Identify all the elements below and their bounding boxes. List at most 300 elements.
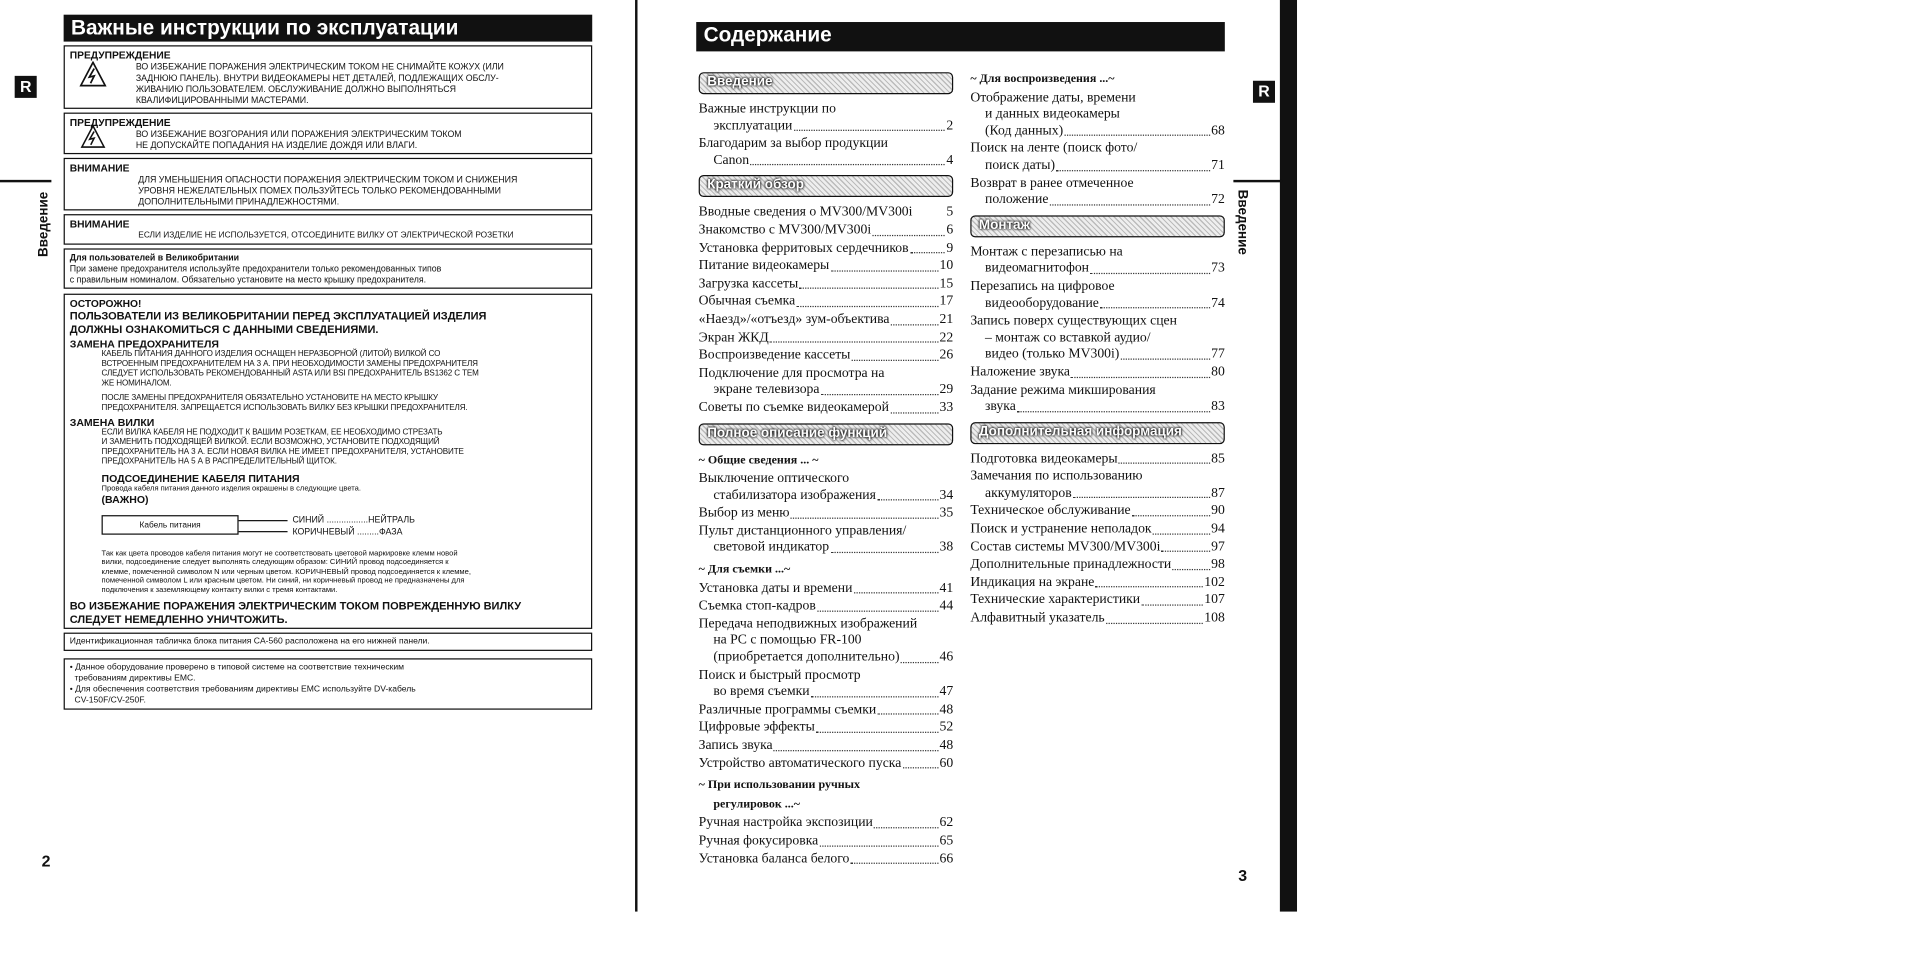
warning-line: ЖИВАНИЮ ПОЛЬЗОВАТЕЛЕМ. ОБСЛУЖИВАНИЕ ДОЛЖНО ВЫПОЛНЯТЬСЯ [135, 83, 456, 95]
toc-subheading: ~ Общие сведения ... ~ [698, 453, 819, 467]
toc-entry[interactable] [699, 720, 954, 737]
attention-box-2 [64, 214, 593, 245]
toc-dot-leader [819, 833, 938, 846]
toc-subheading: ~ Для воспроизведения ...~ [970, 72, 1115, 86]
attention-line: УРОВНЯ НЕЖЕЛАТЕЛЬНЫХ ПОМЕХ ПОЛЬЗУЙТЕСЬ ТОЛЬКО РЕКОМЕНДОВАННЫМИ [138, 184, 501, 196]
cable-label: Кабель питания [102, 515, 239, 535]
toc-entry-title: Состав системы MV300/MV300i [970, 539, 1161, 554]
right-side-label: Введение [1234, 189, 1250, 255]
toc-entry[interactable] [699, 366, 954, 399]
toc-entry[interactable] [699, 330, 954, 347]
toc-entry[interactable] [970, 90, 1225, 140]
cable-diagram [102, 510, 587, 542]
toc-dot-leader [1100, 296, 1210, 309]
uk-users-heading: Для пользователей в Великобритании [69, 252, 240, 264]
toc-entry[interactable] [699, 312, 954, 329]
toc-page-number: 65 [939, 833, 954, 848]
toc-dot-leader [914, 205, 945, 218]
toc-page-number: 73 [1211, 261, 1225, 276]
electric-shock-warning-icon [80, 61, 107, 88]
fuse-text-2 [70, 394, 586, 414]
toc-dot-leader [821, 382, 939, 395]
toc-entry-title: Советы по съемке видеокамерой [698, 400, 889, 415]
toc-entry[interactable] [699, 524, 954, 557]
toc-page-number: 90 [1211, 503, 1225, 519]
wire-2-label: КОРИЧНЕВЫЙ .........ФАЗА [292, 525, 403, 537]
toc-entry-title: Монтаж с перезаписью на [970, 244, 1123, 260]
toc-column-1 [699, 66, 954, 869]
toc-subheading: ~ Для съемки ...~ [698, 562, 791, 577]
toc-dot-leader [816, 720, 938, 733]
emc-line: • Для обеспечения соответствия требованиям директивы EMC используйте DV-кабель [69, 685, 416, 694]
toc-page-number: 33 [939, 400, 954, 415]
toc-entry-title: Подключение для просмотра на [698, 365, 885, 381]
toc-entry[interactable] [699, 294, 954, 311]
wire-paragraph-line: клемме, помеченной символом N или черным цветом. КОРИЧНЕВЫЙ провод подсоединяется к клемме, [101, 567, 471, 576]
toc-entry-title: во время съемки [713, 684, 810, 699]
toc-entry[interactable] [970, 593, 1225, 610]
toc-subheading: ~ При использовании ручных [698, 778, 860, 792]
toc-section-title: Монтаж [978, 217, 1031, 233]
fuse-text [70, 350, 586, 389]
toc-page-number: 85 [1211, 451, 1225, 466]
fuse-heading: ЗАМЕНА ПРЕДОХРАНИТЕЛЯ [69, 337, 219, 350]
toc-entry[interactable] [970, 176, 1225, 209]
emc-line: CV-150F/CV-250F. [69, 696, 146, 705]
toc-entry-title: Индикация на экране [970, 574, 1095, 590]
toc-entry-title: положение [984, 192, 1049, 207]
caution-box [64, 294, 593, 629]
toc-entry-title: Различные программы съемки [698, 702, 877, 717]
toc-dot-leader [1056, 158, 1210, 171]
wire-2-name: ФАЗА [379, 525, 403, 537]
warning-text-2 [70, 128, 586, 150]
toc-entry-title: Загрузка кассеты [698, 276, 799, 291]
toc-entry[interactable] [699, 348, 954, 365]
attention-line: ДОПОЛНИТЕЛЬНЫМИ ПРИНАДЛЕЖНОСТЯМИ. [138, 195, 340, 207]
plug-line: ПРЕДОХРАНИТЕЛЬ НА 5 А В РАСПРЕДЕЛИТЕЛЬНЫЙ ЩИТОК. [101, 457, 337, 467]
toc-page-number: 2 [946, 118, 954, 133]
toc-entry-title: Пульт дистанционного управления/ [698, 523, 907, 539]
toc-page-number: 80 [1211, 364, 1225, 380]
plug-heading: ЗАМЕНА ВИЛКИ [69, 416, 155, 429]
toc-dot-leader [891, 312, 939, 325]
toc-entry[interactable] [699, 702, 954, 719]
toc-page-number: 9 [946, 240, 954, 256]
toc-page-number: 71 [1211, 157, 1225, 173]
toc-entry[interactable] [970, 365, 1225, 382]
id-plate-note: Идентификационная табличка блока питания CA-560 расположена на его нижней панели. [64, 633, 593, 651]
toc-dot-leader [811, 684, 938, 697]
toc-page-number: 98 [1211, 557, 1225, 572]
warning-line: НЕ ДОПУСКАЙТЕ ПОПАДАНИЯ НА ИЗДЕЛИЕ ДОЖДЯ ИЛИ ВЛАГИ. [135, 139, 418, 151]
toc-entry[interactable] [970, 521, 1225, 538]
toc-entry[interactable] [699, 833, 954, 850]
toc-entry-title: видеомагнитофон [984, 261, 1090, 276]
warning-line: ВО ИЗБЕЖАНИЕ ПОРАЖЕНИЯ ЭЛЕКТРИЧЕСКИМ ТОКОМ НЕ СНИМАЙТЕ КОЖУХ (ИЛИ [135, 61, 504, 73]
toc-entry[interactable] [970, 141, 1225, 174]
wire-paragraph [70, 549, 586, 595]
toc-entry-title: Ручная настройка экспозиции [698, 815, 873, 831]
toc-dot-leader [1071, 365, 1210, 378]
toc-entry-title: Воспроизведение кассеты [698, 347, 851, 363]
toc-entry[interactable] [699, 506, 954, 523]
toc-entry[interactable] [699, 851, 954, 868]
toc-entry-title: и данных видеокамеры [984, 106, 1120, 122]
toc-page-number: 21 [939, 311, 954, 327]
fuse-line: ПРЕДОХРАНИТЕЛЯ. ЗАПРЕЩАЕТСЯ ИСПОЛЬЗОВАТЬ ВИЛКУ БЕЗ КРЫШКИ ПРЕДОХРАНИТЕЛЯ. [101, 403, 468, 413]
toc-entry-title: видео (только MV300i) [984, 346, 1120, 362]
toc-entry[interactable] [970, 503, 1225, 520]
toc-page-number: 107 [1204, 592, 1225, 608]
toc-entry-title: звука [984, 399, 1016, 414]
toc-entry-title: Технические характеристики [970, 592, 1141, 608]
toc-dot-leader [791, 506, 939, 519]
page-spine-line [635, 0, 637, 912]
toc-entry-title: (Код данных) [984, 123, 1064, 138]
toc-section-title: Краткий обзор [707, 177, 804, 193]
wire-paragraph-line: подключения к заземляющему контакту вилки с тремя контактами. [101, 585, 338, 595]
toc-page-number: 74 [1211, 295, 1225, 311]
toc-page-number: 83 [1211, 399, 1225, 414]
wire-line-1 [239, 519, 288, 520]
left-edge-bar [0, 180, 51, 182]
toc-entry-title: Выключение оптического [698, 471, 850, 486]
toc-page-number: 44 [939, 598, 954, 614]
toc-entry-title: видеооборудование [984, 295, 1099, 311]
toc-entry[interactable] [970, 539, 1225, 556]
toc-entry-title: Дополнительные принадлежности [970, 557, 1172, 572]
toc-entry[interactable] [970, 382, 1225, 415]
toc-entry-title: Питание видеокамеры [698, 258, 830, 274]
toc-dot-leader [830, 540, 938, 553]
toc-entry-title: Благодарим за выбор продукции [698, 136, 888, 151]
left-page-number: 2 [41, 851, 51, 870]
warning-heading: ПРЕДУПРЕЖДЕНИЕ [69, 116, 171, 129]
fuse-line: ЖЕ НОМИНАЛОМ. [101, 379, 172, 388]
toc-page-number: 102 [1204, 574, 1225, 590]
toc-entry[interactable] [970, 451, 1225, 468]
toc-entry[interactable] [699, 223, 954, 240]
wire-1-name: НЕЙТРАЛЬ [368, 513, 415, 525]
toc-entry[interactable] [970, 244, 1225, 277]
warning-box-2 [64, 113, 593, 155]
toc-entry[interactable] [699, 205, 954, 222]
toc-dot-leader [1096, 575, 1203, 588]
toc-dot-leader [1064, 123, 1210, 136]
toc-entry-title: Цифровые эффекты [698, 719, 815, 735]
toc-dot-leader [1090, 261, 1210, 274]
toc-subheading: регулировок ...~ [713, 797, 801, 811]
toc-entry-title: Перезапись на цифровое [970, 278, 1115, 294]
page-title: Важные инструкции по эксплуатации [64, 15, 593, 42]
toc-entry-title: Установка баланса белого [698, 851, 850, 866]
toc-entry-title: – монтаж со вставкой аудио/ [984, 330, 1151, 345]
toc-page-number: 66 [939, 851, 954, 866]
toc-entry[interactable] [699, 617, 954, 667]
toc-dot-leader [1017, 399, 1210, 412]
toc-entry[interactable] [970, 469, 1225, 502]
wire-paragraph-line: вилки, подсоединение следует выполнять следующим образом: СИНИЙ провод подсоединяется к [101, 557, 449, 567]
attention-heading: ВНИМАНИЕ [69, 217, 130, 231]
toc-entry-title: Поиск на ленте (поиск фото/ [970, 141, 1138, 156]
toc-page-number: 29 [939, 382, 954, 397]
toc-dot-leader [1073, 486, 1210, 499]
final-warning-line: ВО ИЗБЕЖАНИЕ ПОРАЖЕНИЯ ЭЛЕКТРИЧЕСКИМ ТОКОМ ПОВРЕЖДЕННУЮ ВИЛКУ [69, 599, 522, 612]
toc-dot-leader [851, 851, 939, 864]
toc-entry-title: поиск даты) [984, 157, 1056, 173]
toc-entry-title: экране телевизора [713, 382, 820, 397]
toc-entry-title: Запись звука [698, 737, 773, 753]
toc-section-header [970, 215, 1225, 237]
toc-dot-leader [1141, 593, 1203, 606]
toc-dot-leader [1106, 611, 1203, 624]
left-page [64, 15, 593, 710]
toc-page-number: 46 [939, 649, 954, 665]
toc-page-number: 6 [946, 222, 954, 238]
toc-page-number: 48 [939, 737, 954, 753]
caution-subheading-line: ПОЛЬЗОВАТЕЛИ ИЗ ВЕЛИКОБРИТАНИИ ПЕРЕД ЭКСПЛУАТАЦИЕЙ ИЗДЕЛИЯ [69, 309, 487, 322]
wire-paragraph-line: Так как цвета проводов кабеля питания могут не соответствовать цветовой маркировке клемм новой [101, 548, 458, 558]
toc-entry[interactable] [699, 400, 954, 417]
toc-dot-leader [903, 756, 939, 769]
toc-page-number: 77 [1211, 346, 1225, 362]
toc-page-number: 68 [1211, 123, 1225, 138]
fuse-line: КАБЕЛЬ ПИТАНИЯ ДАННОГО ИЗДЕЛИЯ ОСНАЩЕН НЕРАЗБОРНОЙ (ЛИТОЙ) ВИЛКОЙ СО [101, 349, 441, 359]
toc-entry-title: «Наезд»/«отъезд» зум-объектива [698, 311, 890, 327]
contents-title: Содержание [696, 22, 1225, 51]
attention-text-1 [70, 174, 586, 207]
toc-dot-leader [874, 815, 938, 828]
plug-text [70, 428, 586, 467]
uk-users-text [70, 263, 586, 285]
toc-entry[interactable] [699, 738, 954, 755]
left-side-label: Введение [36, 191, 52, 257]
cable-note: Провода кабеля питания данного изделия окрашены в следующие цвета. [101, 484, 361, 494]
toc-entry[interactable] [970, 557, 1225, 574]
toc-page-number: 72 [1211, 192, 1225, 207]
emc-line: • Данное оборудование проверено в типовой системе на соответствие техническим [69, 663, 405, 672]
toc-dot-leader [1119, 451, 1210, 464]
attention-heading: ВНИМАНИЕ [69, 161, 130, 174]
uk-users-line: При замене предохранителя используйте предохранители только рекомендованных типов [69, 263, 442, 275]
plug-line: ПРЕДОХРАНИТЕЛЬ НА 3 А. ЕСЛИ НОВАЯ ВИЛКА НЕ ИМЕЕТ ПРЕДОХРАНИТЕЛЯ, УСТАНОВИТЕ [101, 447, 464, 457]
plug-line: ЕСЛИ ВИЛКА КАБЕЛЯ НЕ ПОДХОДИТ К ВАШИМ РОЗЕТКАМ, ЕЕ НЕОБХОДИМО СТРЕЗАТЬ [101, 428, 443, 437]
toc-entry[interactable] [699, 668, 954, 701]
toc-page-number: 34 [939, 487, 954, 503]
toc-dot-leader [774, 738, 938, 751]
toc-dot-leader [852, 348, 939, 361]
toc-dot-leader [1132, 503, 1210, 516]
toc-entry-title: Устройство автоматического пуска [698, 755, 902, 771]
toc-entry-title: Подготовка видеокамеры [970, 451, 1118, 466]
toc-dot-leader [1121, 347, 1210, 360]
toc-entry-title: Запись поверх существующих сцен [970, 313, 1177, 329]
toc-dot-leader [890, 400, 938, 413]
toc-section-title: Введение [707, 74, 773, 90]
toc-dot-leader [830, 258, 938, 271]
toc-dot-leader [854, 581, 939, 594]
toc-page-number: 35 [939, 505, 954, 521]
toc-dot-leader [901, 650, 939, 663]
wire-paragraph-line: помеченной символом L или красным цветом. Ни синий, ни коричневый провод не предназначены для [101, 576, 465, 585]
emc-note [64, 658, 593, 709]
toc-entry-title: Важные инструкции по [698, 101, 836, 117]
toc-entry-title: (приобретается дополнительно) [713, 649, 900, 665]
toc-dot-leader [799, 276, 938, 289]
toc-page-number: 41 [939, 580, 954, 596]
emc-line: требованиям директивы EMC. [69, 674, 196, 683]
right-page-number: 3 [1238, 866, 1248, 885]
final-warning [70, 600, 586, 626]
toc-entry[interactable] [699, 471, 954, 504]
toc-dot-leader [872, 223, 945, 236]
toc-entry-title: Съемка стоп-кадров [698, 598, 816, 614]
toc-dot-leader [1162, 539, 1210, 552]
uk-users-box [64, 248, 593, 288]
toc-entry-title: Отображение даты, времени [970, 90, 1136, 105]
toc-entry-title: Обычная съемка [698, 294, 796, 309]
toc-entry-title: эксплуатации [713, 118, 793, 133]
toc-page-number: 5 [946, 204, 954, 220]
toc-dot-leader [1172, 557, 1209, 570]
toc-entry-title: Замечания по использованию [970, 468, 1143, 484]
toc-section-header [970, 422, 1225, 444]
toc-entry-title: аккумуляторов [984, 485, 1072, 501]
right-page [696, 22, 1225, 51]
cable-heading: ПОДСОЕДИНЕНИЕ КАБЕЛЯ ПИТАНИЯ [101, 472, 300, 485]
toc-entry-title: Алфавитный указатель [970, 610, 1105, 626]
toc-page-number: 17 [939, 294, 954, 309]
electric-shock-warning-icon [80, 125, 107, 149]
toc-entry-title: Установка даты и времени [698, 580, 853, 596]
toc-page-number: 48 [939, 702, 954, 717]
warning-heading: ПРЕДУПРЕЖДЕНИЕ [69, 48, 171, 62]
toc-entry[interactable] [699, 276, 954, 293]
toc-entry[interactable] [699, 581, 954, 598]
toc-dot-leader [877, 702, 938, 715]
caution-heading: ОСТОРОЖНО! [69, 297, 142, 310]
toc-entry-title: Поиск и быстрый просмотр [698, 667, 861, 683]
attention-box-1 [64, 158, 593, 211]
caution-subheading [70, 310, 586, 336]
toc-entry-title: стабилизатора изображения [713, 487, 876, 503]
toc-page-number: 97 [1211, 539, 1225, 554]
toc-entry[interactable] [970, 611, 1225, 628]
uk-users-line: с правильным номиналом. Обязательно установите на место крышку предохранителя. [69, 274, 427, 286]
toc-entry[interactable] [699, 815, 954, 832]
toc-dot-leader [794, 118, 946, 131]
toc-entry-title: Наложение звука [970, 364, 1071, 380]
toc-entry[interactable] [699, 136, 954, 169]
toc-page-number: 10 [939, 258, 954, 274]
important-label: (ВАЖНО) [101, 492, 149, 505]
toc-dot-leader [1153, 521, 1210, 534]
toc-entry-title: Возврат в ранее отмеченное [970, 175, 1134, 191]
toc-section-header [699, 423, 954, 445]
toc-entry[interactable] [970, 575, 1225, 592]
toc-entry-title: Поиск и устранение неполадок [970, 521, 1152, 537]
toc-entry-title: Задание режима микширования [970, 382, 1156, 398]
toc-page-number: 52 [939, 719, 954, 735]
toc-page-number: 108 [1204, 610, 1225, 626]
toc-page-number: 26 [939, 347, 954, 363]
toc-dot-leader [796, 294, 938, 307]
toc-page-number: 4 [946, 152, 954, 168]
toc-entry-title: Выбор из меню [698, 505, 790, 521]
wire-line-2 [239, 530, 288, 531]
toc-entry-title: Canon [713, 152, 750, 168]
toc-entry[interactable] [699, 241, 954, 258]
toc-page-number: 62 [939, 815, 954, 831]
toc-entry[interactable] [699, 756, 954, 773]
plug-line: И ЗАМЕНИТЬ ПОДХОДЯЩЕЙ ВИЛКОЙ. ЕСЛИ ВОЗМОЖНО, УСТАНОВИТЕ ПОДХОДЯЩИЙ [101, 438, 440, 447]
toc-entry-title: световой индикатор [713, 540, 830, 555]
toc-entry[interactable] [699, 102, 954, 135]
toc-dot-leader [877, 488, 938, 501]
attention-line: ДЛЯ УМЕНЬШЕНИЯ ОПАСНОСТИ ПОРАЖЕНИЯ ЭЛЕКТРИЧЕСКИМ ТОКОМ И СНИЖЕНИЯ [138, 173, 518, 185]
warning-box-1 [64, 45, 593, 109]
toc-entry-title: Знакомство с MV300/MV300i [698, 222, 872, 238]
caution-subheading-line: ДОЛЖНЫ ОЗНАКОМИТЬСЯ С ДАННЫМИ СВЕДЕНИЯМИ. [69, 322, 379, 335]
toc-entry[interactable] [970, 279, 1225, 312]
left-side-tab: R [15, 76, 37, 98]
toc-column-2 [970, 66, 1225, 628]
right-edge-tick [1233, 180, 1282, 182]
toc-section-title: Полное описание функций [707, 425, 888, 440]
toc-dot-leader [817, 599, 938, 612]
toc-page-number: 87 [1211, 485, 1225, 501]
toc-page-number: 38 [939, 540, 954, 555]
toc-entry-title: Установка ферритовых сердечников [698, 240, 909, 256]
toc-entry-title: Ручная фокусировка [698, 833, 819, 848]
wire-1-color: СИНИЙ [292, 513, 325, 525]
toc-page-number: 22 [939, 329, 954, 345]
right-side-tab: R [1253, 81, 1275, 103]
toc-page-number: 47 [939, 684, 954, 699]
toc-section-header [699, 175, 954, 197]
fuse-line: СЛЕДУЕТ ИСПОЛЬЗОВАТЬ РЕКОМЕНДОВАННЫЙ ASTA ИЛИ BSI ПРЕДОХРАНИТЕЛЬ BS1362 С ТЕМ [101, 369, 479, 379]
toc-entry-title: на PC с помощью FR-100 [713, 633, 862, 648]
fuse-line: ВСТРОЕННЫМ ПРЕДОХРАНИТЕЛЕМ НА 3 А. ПРИ НЕОБХОДИМОСТИ ЗАМЕНЫ ПРЕДОХРАНИТЕЛЯ [101, 359, 478, 369]
toc-dot-leader [770, 330, 938, 343]
toc-section-title: Дополнительная информация [978, 424, 1182, 439]
toc-page-number: 15 [939, 276, 954, 291]
toc-dot-leader [910, 241, 945, 254]
warning-line: ЗАДНЮЮ ПАНЕЛЬ). ВНУТРИ ВИДЕОКАМЕРЫ НЕТ ДЕТАЛЕЙ, ПОДЛЕЖАЩИХ ОБСЛУ- [135, 72, 499, 84]
toc-entry[interactable] [970, 313, 1225, 363]
toc-entry[interactable] [699, 258, 954, 275]
toc-page-number: 60 [939, 755, 954, 771]
toc-dot-leader [750, 153, 945, 166]
toc-section-header [699, 72, 954, 94]
toc-entry-title: Экран ЖКД [698, 329, 769, 345]
fuse-line: ПОСЛЕ ЗАМЕНЫ ПРЕДОХРАНИТЕЛЯ ОБЯЗАТЕЛЬНО УСТАНОВИТЕ НА МЕСТО КРЫШКУ [101, 393, 438, 403]
attention-text-2: ЕСЛИ ИЗДЕЛИЕ НЕ ИСПОЛЬЗУЕТСЯ, ОТСОЕДИНИТЕ ВИЛКУ ОТ ЭЛЕКТРИЧЕСКОЙ РОЗЕТКИ [138, 231, 514, 240]
warning-text-1 [70, 61, 586, 105]
toc-page-number: 94 [1211, 521, 1225, 537]
toc-entry[interactable] [699, 599, 954, 616]
toc-entry-title: Передача неподвижных изображений [698, 616, 918, 632]
warning-line: ВО ИЗБЕЖАНИЕ ВОЗГОРАНИЯ ИЛИ ПОРАЖЕНИЯ ЭЛЕКТРИЧЕСКИМ ТОКОМ [135, 128, 462, 140]
final-warning-line: СЛЕДУЕТ НЕМЕДЛЕННО УНИЧТОЖИТЬ. [69, 612, 288, 625]
wire-1-label: СИНИЙ .................НЕЙТРАЛЬ [292, 513, 415, 525]
wire-2-color: КОРИЧНЕВЫЙ [292, 525, 355, 537]
toc-entry-title: Вводные сведения о MV300/MV300i [698, 204, 913, 220]
toc-dot-leader [1050, 192, 1210, 205]
warning-line: КВАЛИФИЦИРОВАННЫМИ МАСТЕРАМИ. [135, 94, 309, 106]
right-edge-bar [1280, 0, 1297, 912]
